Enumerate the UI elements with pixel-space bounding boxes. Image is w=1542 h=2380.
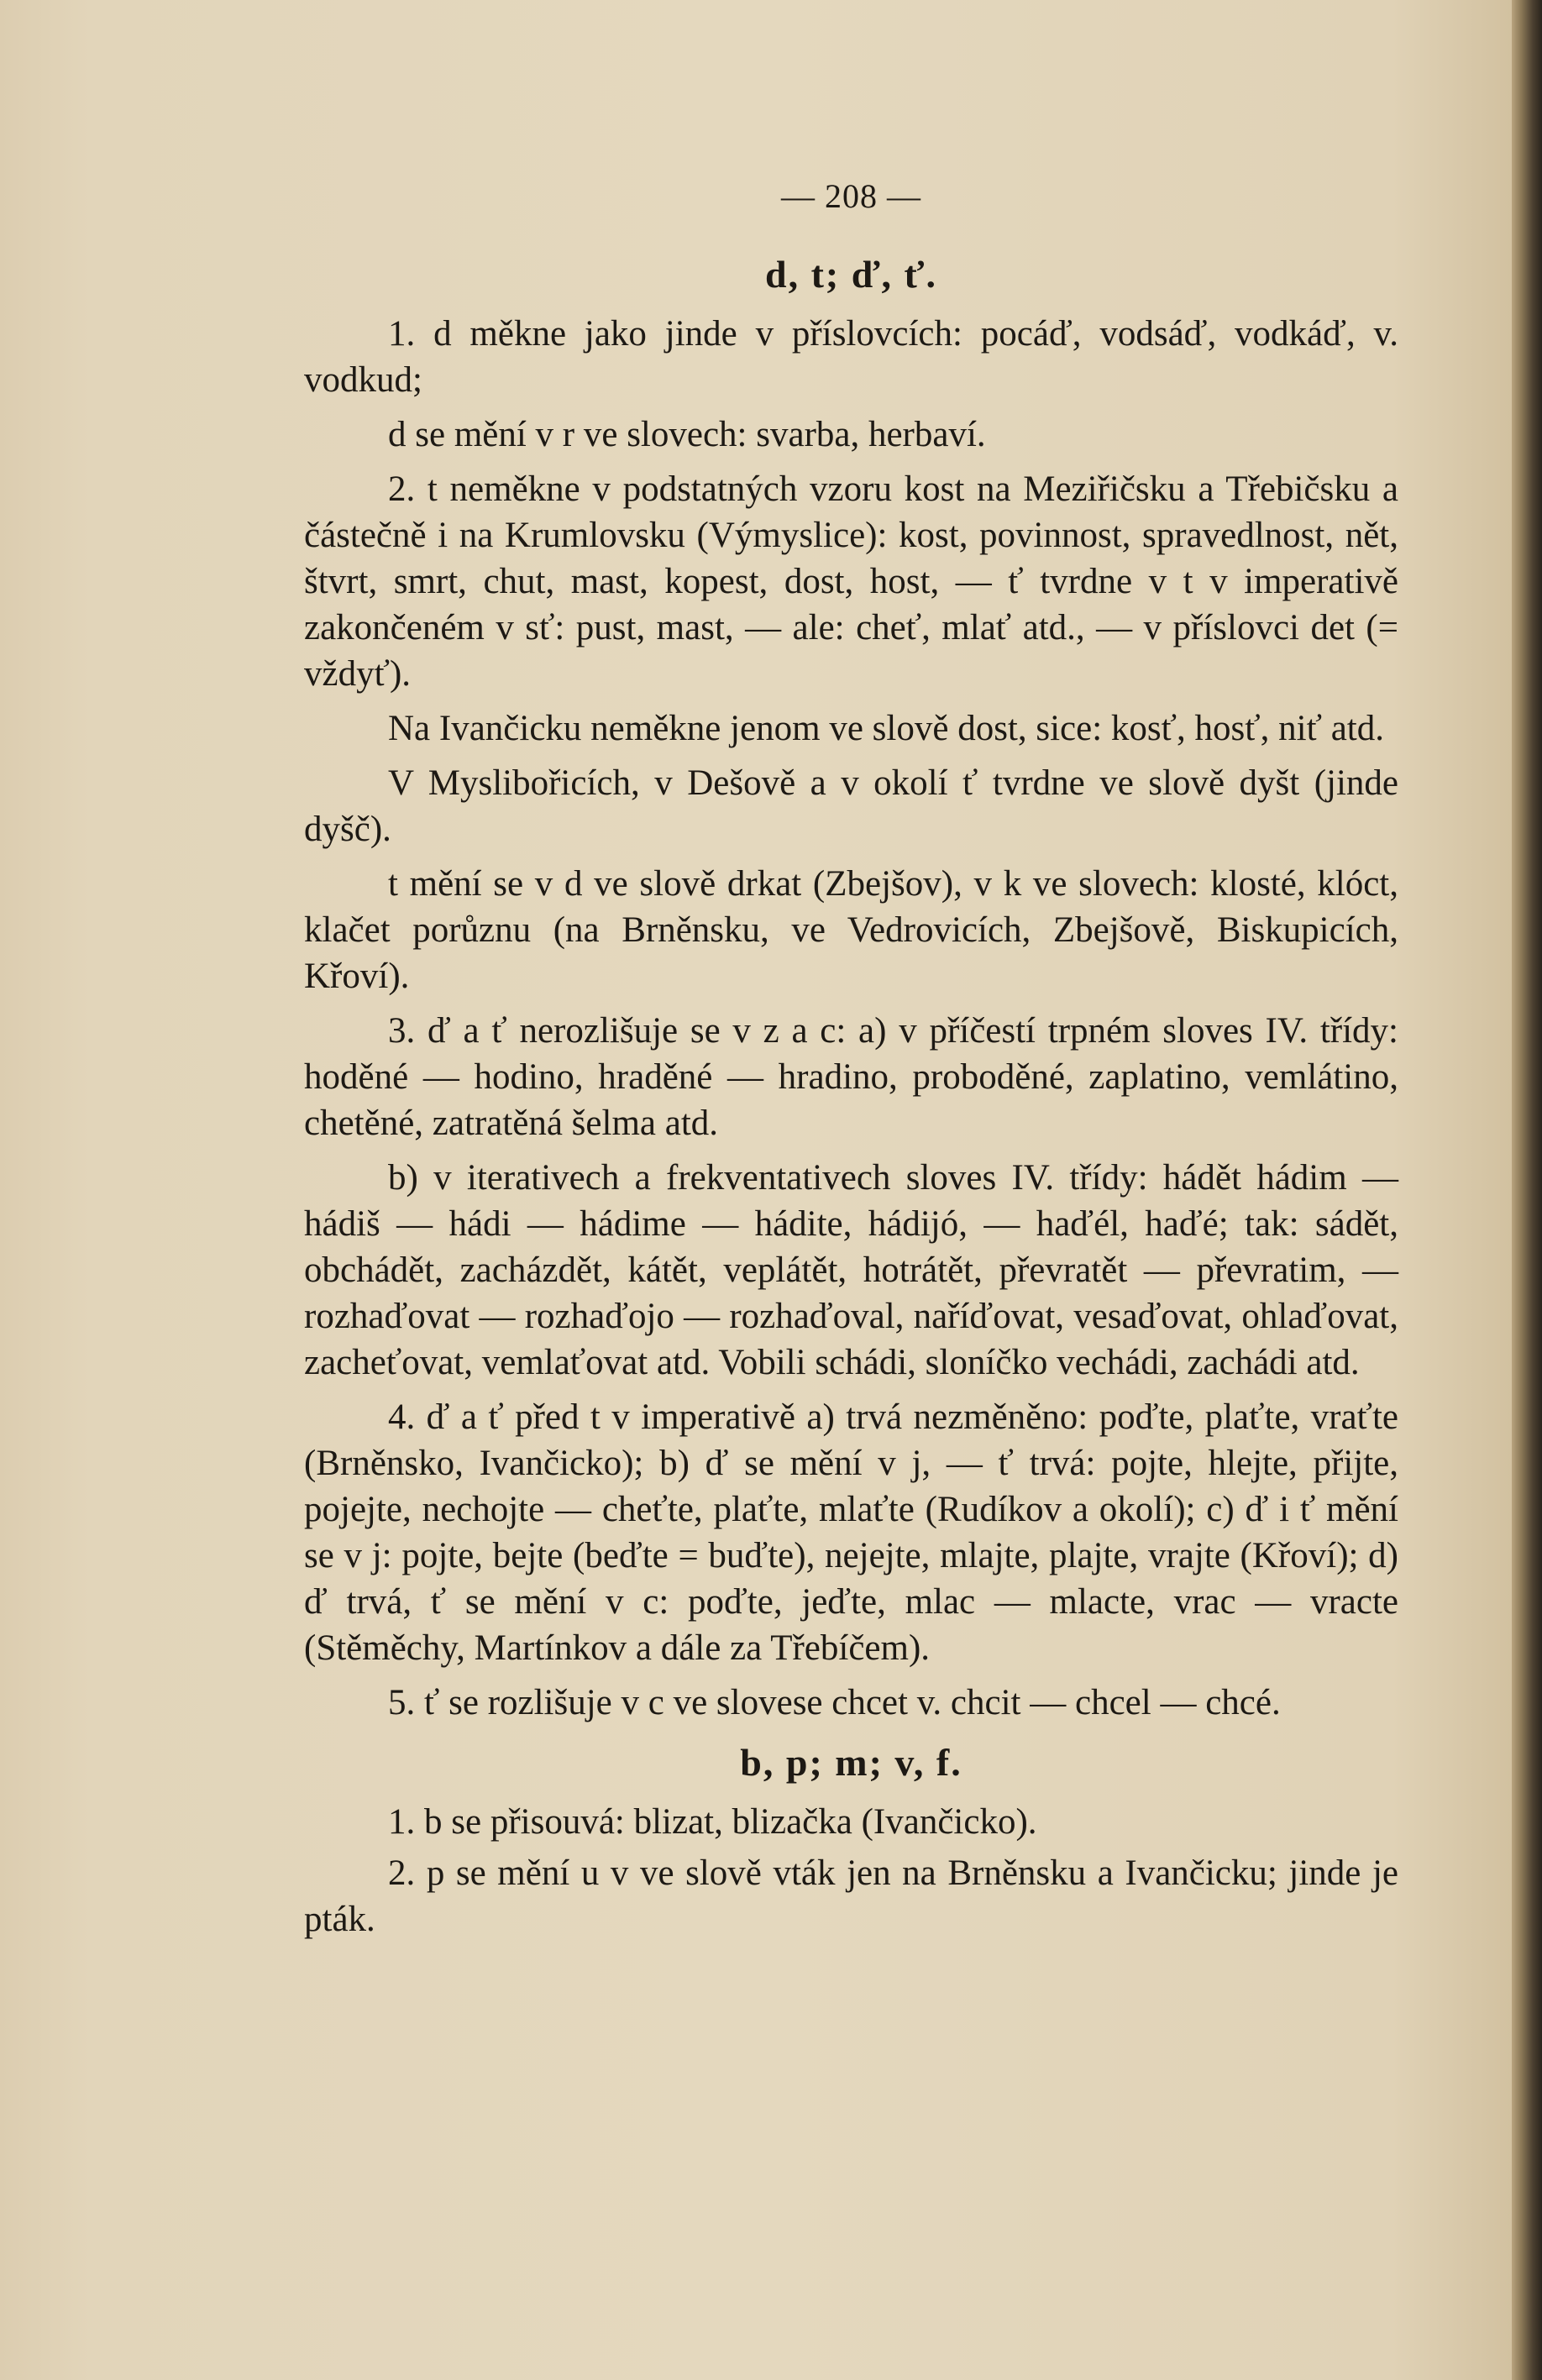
paragraph: d se mění v r ve slovech: svarba, herbaví.: [388, 415, 986, 454]
section-heading-b-p: b, p; m; v, f.: [740, 1741, 962, 1784]
paragraph: 4. ď a ť před t v imperativě a) trvá nezměněno: poďte, plaťte, vraťte (Brněnsko, Ivančicko); b) ď se mění v j, — ť trvá: pojte, hlejte, přijte, pojejte, nechojte — cheťte, plaťte, mlaťte (Rudíkov a okolí); c) ď i ť mění se v j: pojte, bejte (beďte = buďte), nejejte, mlajte, plajte, vrajte (Křoví); d) ď trvá, ť se mění v c: poďte, jeďte, mlac — mlacte, vrac — vracte (Stěměchy, Martínkov a dále za Třebíčem).: [304, 1397, 1398, 1668]
section-heading-d-t: d, t; ď, ť.: [765, 253, 937, 296]
page-number: — 208 —: [781, 177, 921, 215]
paragraph: Na Ivančicku neměkne jenom ve slově dost, sice: kosť, hosť, niť atd.: [388, 709, 1384, 748]
paragraph: 3. ď a ť nerozlišuje se v z a c: a) v příčestí trpném sloves IV. třídy: hoděné — hodino, hraděné — hradino, proboděné, zaplatino, vemlátino, chetěné, zatratěná šelma atd.: [304, 1011, 1398, 1143]
page-binding-edge: [1512, 0, 1542, 2380]
paragraph: 2. t neměkne v podstatných vzoru kost na Meziřičsku a Třebičsku a částečně i na Krumlovsku (Výmyslice): kost, povinnost, spravedlnost, nět, štvrt, smrt, chut, mast, kopest, dost, host, — ť tvrdne v t v imperativě zakončeném v sť: pust, mast, — ale: cheť, mlať atd., — v příslovci det (= vždyť).: [304, 469, 1398, 694]
page-text-block: [304, 173, 1398, 1948]
paragraph: 2. p se mění u v ve slově vták jen na Brněnsku a Ivančicku; jinde je pták.: [304, 1853, 1398, 1939]
paragraph: 1. d měkne jako jinde v příslovcích: pocáď, vodsáď, vodkáď, v. vodkud;: [304, 314, 1398, 400]
paragraph: t mění se v d ve slově drkat (Zbejšov), v k ve slovech: klosté, klóct, klačet porůznu (na Brněnsku, ve Vedrovicích, Zbejšově, Biskupicích, Křoví).: [304, 864, 1398, 996]
paragraph: b) v iterativech a frekventativech sloves IV. třídy: hádět hádim — hádiš — hádi — hádime — hádite, hádijó, — haďél, haďé; tak: sádět, obchádět, zacházdět, kátět, veplátět, hotrátět, převratět — převratim, — rozhaďovat — rozhaďojo — rozhaďoval, naříďovat, vesaďovat, ohlaďovat, zacheťovat, vemlaťovat atd. Vobili schádi, sloníčko vechádi, zachádi atd.: [304, 1158, 1398, 1382]
paragraph: 5. ť se rozlišuje v c ve slovese chcet v. chcit — chcel — chcé.: [388, 1683, 1281, 1722]
paragraph: V Myslibořicích, v Dešově a v okolí ť tvrdne ve slově dyšt (jinde dyšč).: [304, 763, 1398, 849]
paragraph: 1. b se přisouvá: blizat, blizačka (Ivančicko).: [388, 1802, 1037, 1842]
